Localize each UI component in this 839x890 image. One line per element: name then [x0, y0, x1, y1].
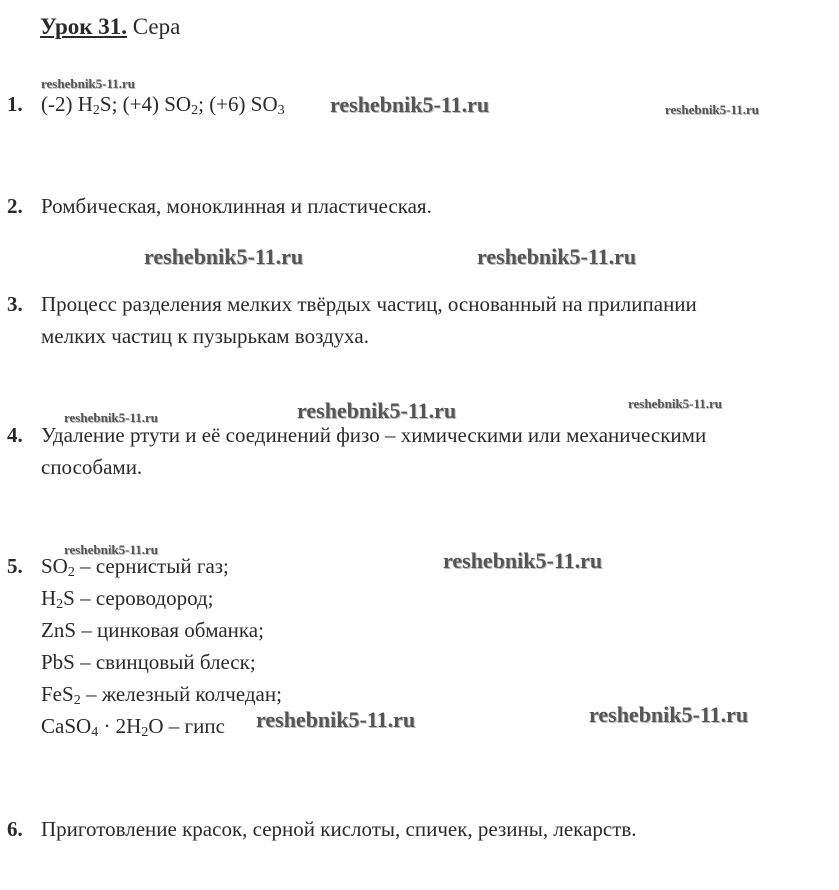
compound-gypsum: CaSO$_4$ · $2H_2O$ – гипс [41, 714, 225, 740]
item-text [41, 550, 282, 742]
watermark: reshebnik5-11.ru [41, 76, 136, 91]
item-number: 2. [7, 194, 23, 218]
item-number: 1. [7, 92, 23, 116]
watermark: reshebnik5-11.ru [144, 244, 304, 269]
compound-h2s: $H_2S$ – сероводород; [41, 586, 214, 612]
item-text: Удаление ртути и её соединений физо – химическими или механическими способами. [41, 423, 707, 479]
compound-fes2: FeS$_2$ – железный колчедан; [41, 682, 282, 708]
watermark: reshebnik5-11.ru [64, 410, 159, 425]
item-number: 6. [7, 817, 23, 841]
compound-zns: ZnS – цинковая обманка; [41, 618, 264, 642]
watermark: reshebnik5-11.ru [665, 102, 760, 117]
item-text: Ромбическая, моноклинная и пластическая. [41, 194, 432, 218]
lesson-number: Урок 31. [40, 14, 128, 39]
lesson-topic: Сера [132, 14, 181, 39]
watermark: reshebnik5-11.ru [330, 92, 490, 117]
watermark: reshebnik5-11.ru [297, 398, 457, 423]
item-text: Процесс разделения мелких твёрдых частиц, основанный на прилипании мелких частиц к пузырькам воздуха. [41, 292, 697, 348]
watermark: reshebnik5-11.ru [477, 244, 637, 269]
item-number: 5. [7, 554, 23, 578]
item-text: (-2) $H_2S$; (+4) $SO_2$; (+6) $SO_3$ [41, 92, 285, 118]
watermark: reshebnik5-11.ru [589, 702, 749, 727]
watermark: reshebnik5-11.ru [628, 396, 723, 411]
item-text: Приготовление красок, серной кислоты, спичек, резины, лекарств. [41, 817, 637, 841]
item-number: 4. [7, 423, 23, 447]
watermark: reshebnik5-11.ru [64, 542, 159, 557]
item-number: 3. [7, 292, 23, 316]
compound-so2: $SO_2$ – сернистый газ; [41, 554, 229, 580]
watermark: reshebnik5-11.ru [256, 707, 416, 732]
compound-pbs: PbS – свинцовый блеск; [41, 650, 256, 674]
watermark: reshebnik5-11.ru [443, 548, 603, 573]
page-title [40, 14, 180, 40]
